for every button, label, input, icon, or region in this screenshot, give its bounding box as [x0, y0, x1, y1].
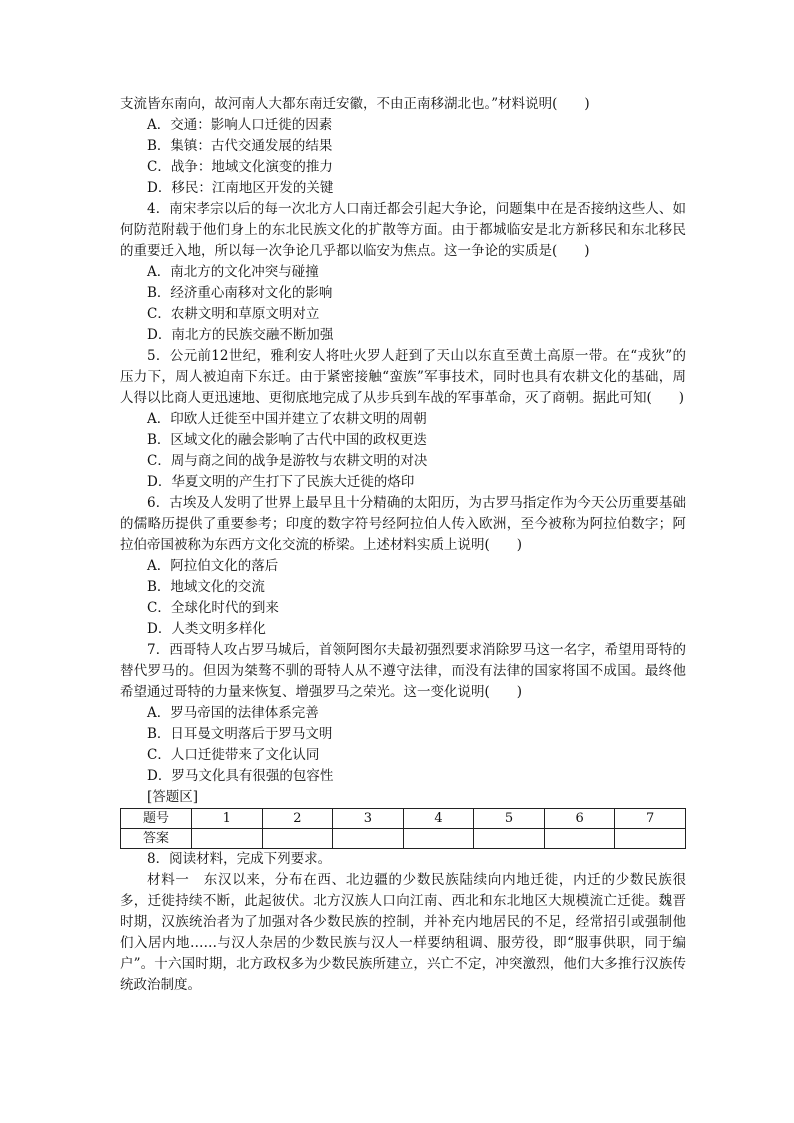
q8-stem: 8．阅读材料，完成下列要求。 — [147, 851, 332, 867]
q6-option-c: C．全球化时代的到来 — [147, 600, 279, 616]
q4-option-d: D．南北方的民族交融不断加强 — [147, 327, 334, 343]
q7-option-b: B．日耳曼文明落后于罗马文明 — [147, 726, 333, 742]
q4-stem: 4．南宋孝宗以后的每一次北方人口南迁都会引起大争论，问题集中在是否接纳这些人、如何防范附载于他们身上的东北民族文化的扩散等方面。由于都城临安是北方新移民和东北移民的重要迁入地，所以每一次争论几乎都以临安为焦点。这一争论的实质是( ) — [120, 201, 686, 259]
q3-stem-tail: 支流皆东南向，故河南人大都东南迁安徽，不由正南移湖北也。”材料说明( ) — [120, 96, 590, 112]
page-content — [120, 94, 686, 996]
q5-stem: 5．公元前12世纪，雅利安人将吐火罗人赶到了天山以东直至黄土高原一带。在“戎狄”的压力下，周人被迫南下东迁。由于紧密接触“蛮族”军事技术，同时也具有农耕文化的基础，周人得以比商人更迅速地、更彻底地完成了从步兵到车战的军事革命，灭了商朝。据此可知( ) — [120, 348, 686, 406]
question-number: 6 — [544, 809, 615, 829]
answer-table — [120, 808, 686, 849]
question-number: 5 — [474, 809, 545, 829]
q3-option-c: C．战争：地域文化演变的推力 — [147, 159, 333, 175]
q5-option-d: D．华夏文明的产生打下了民族大迁徙的烙印 — [147, 474, 415, 490]
q5-option-a: A．印欧人迁徙至中国并建立了农耕文明的周朝 — [147, 411, 427, 427]
q4-option-b: B．经济重心南移对文化的影响 — [147, 285, 333, 301]
q7-option-a: A．罗马帝国的法律体系完善 — [147, 705, 319, 721]
answer-area-label: [答题区] — [147, 789, 199, 805]
q7-option-d: D．罗马文化具有很强的包容性 — [147, 768, 334, 784]
answer-cell[interactable] — [474, 829, 545, 849]
q5-option-b: B．区域文化的融会影响了古代中国的政权更迭 — [147, 432, 427, 448]
q7-stem: 7．西哥特人攻占罗马城后，首领阿图尔夫最初强烈要求消除罗马这一名字，希望用哥特的替代罗马的。但因为桀骜不驯的哥特人从不遵守法律，而没有法律的国家将国不成国。最终他希望通过哥特的力量来恢复、增强罗马之荣光。这一变化说明( ) — [120, 642, 686, 700]
q8-material-1: 材料一 东汉以来，分布在西、北边疆的少数民族陆续向内地迁徙，内迁的少数民族很多，迁徙持续不断，此起彼伏。北方汉族人口向江南、西北和东北地区大规模流亡迁徙。魏晋时期，汉族统治者为了加强对各少数民族的控制，并补充内地居民的不足，经常招引或强制他们入居内地……与汉人杂居的少数民族与汉人一样要纳租调、服劳役，即“服事供职，同于编户”。十六国时期，北方政权多为少数民族所建立，兴亡不定，冲突激烈，他们大多推行汉族传统政治制度。 — [120, 872, 686, 993]
question-number: 2 — [262, 809, 333, 829]
q5-option-c: C．周与商之间的战争是游牧与农耕文明的对决 — [147, 453, 428, 469]
question-number: 3 — [333, 809, 404, 829]
answer-cell[interactable] — [615, 829, 686, 849]
question-number: 4 — [403, 809, 474, 829]
q6-option-b: B．地域文化的交流 — [147, 579, 265, 595]
q4-option-a: A．南北方的文化冲突与碰撞 — [147, 264, 319, 280]
answer-cell[interactable] — [333, 829, 404, 849]
q3-option-d: D．移民：江南地区开发的关键 — [147, 180, 334, 196]
answer-table-number-row — [121, 809, 686, 829]
q6-option-d: D．人类文明多样化 — [147, 621, 266, 637]
question-number-header: 题号 — [121, 809, 192, 829]
question-number: 7 — [615, 809, 686, 829]
answer-cell[interactable] — [544, 829, 615, 849]
question-number: 1 — [192, 809, 263, 829]
answer-header: 答案 — [121, 829, 192, 849]
q6-stem: 6．古埃及人发明了世界上最早且十分精确的太阳历，为古罗马指定作为今天公历重要基础的儒略历提供了重要参考；印度的数字符号经阿拉伯人传入欧洲，至今被称为阿拉伯数字；阿拉伯帝国被称为东西方文化交流的桥梁。上述材料实质上说明( ) — [120, 495, 686, 553]
answer-table-answer-row — [121, 829, 686, 849]
answer-cell[interactable] — [192, 829, 263, 849]
q4-option-c: C．农耕文明和草原文明对立 — [147, 306, 320, 322]
q3-option-b: B．集镇：古代交通发展的结果 — [147, 138, 333, 154]
q7-option-c: C．人口迁徙带来了文化认同 — [147, 747, 320, 763]
q6-option-a: A．阿拉伯文化的落后 — [147, 558, 279, 574]
answer-cell[interactable] — [403, 829, 474, 849]
q3-option-a: A．交通：影响人口迁徙的因素 — [147, 117, 333, 133]
answer-cell[interactable] — [262, 829, 333, 849]
